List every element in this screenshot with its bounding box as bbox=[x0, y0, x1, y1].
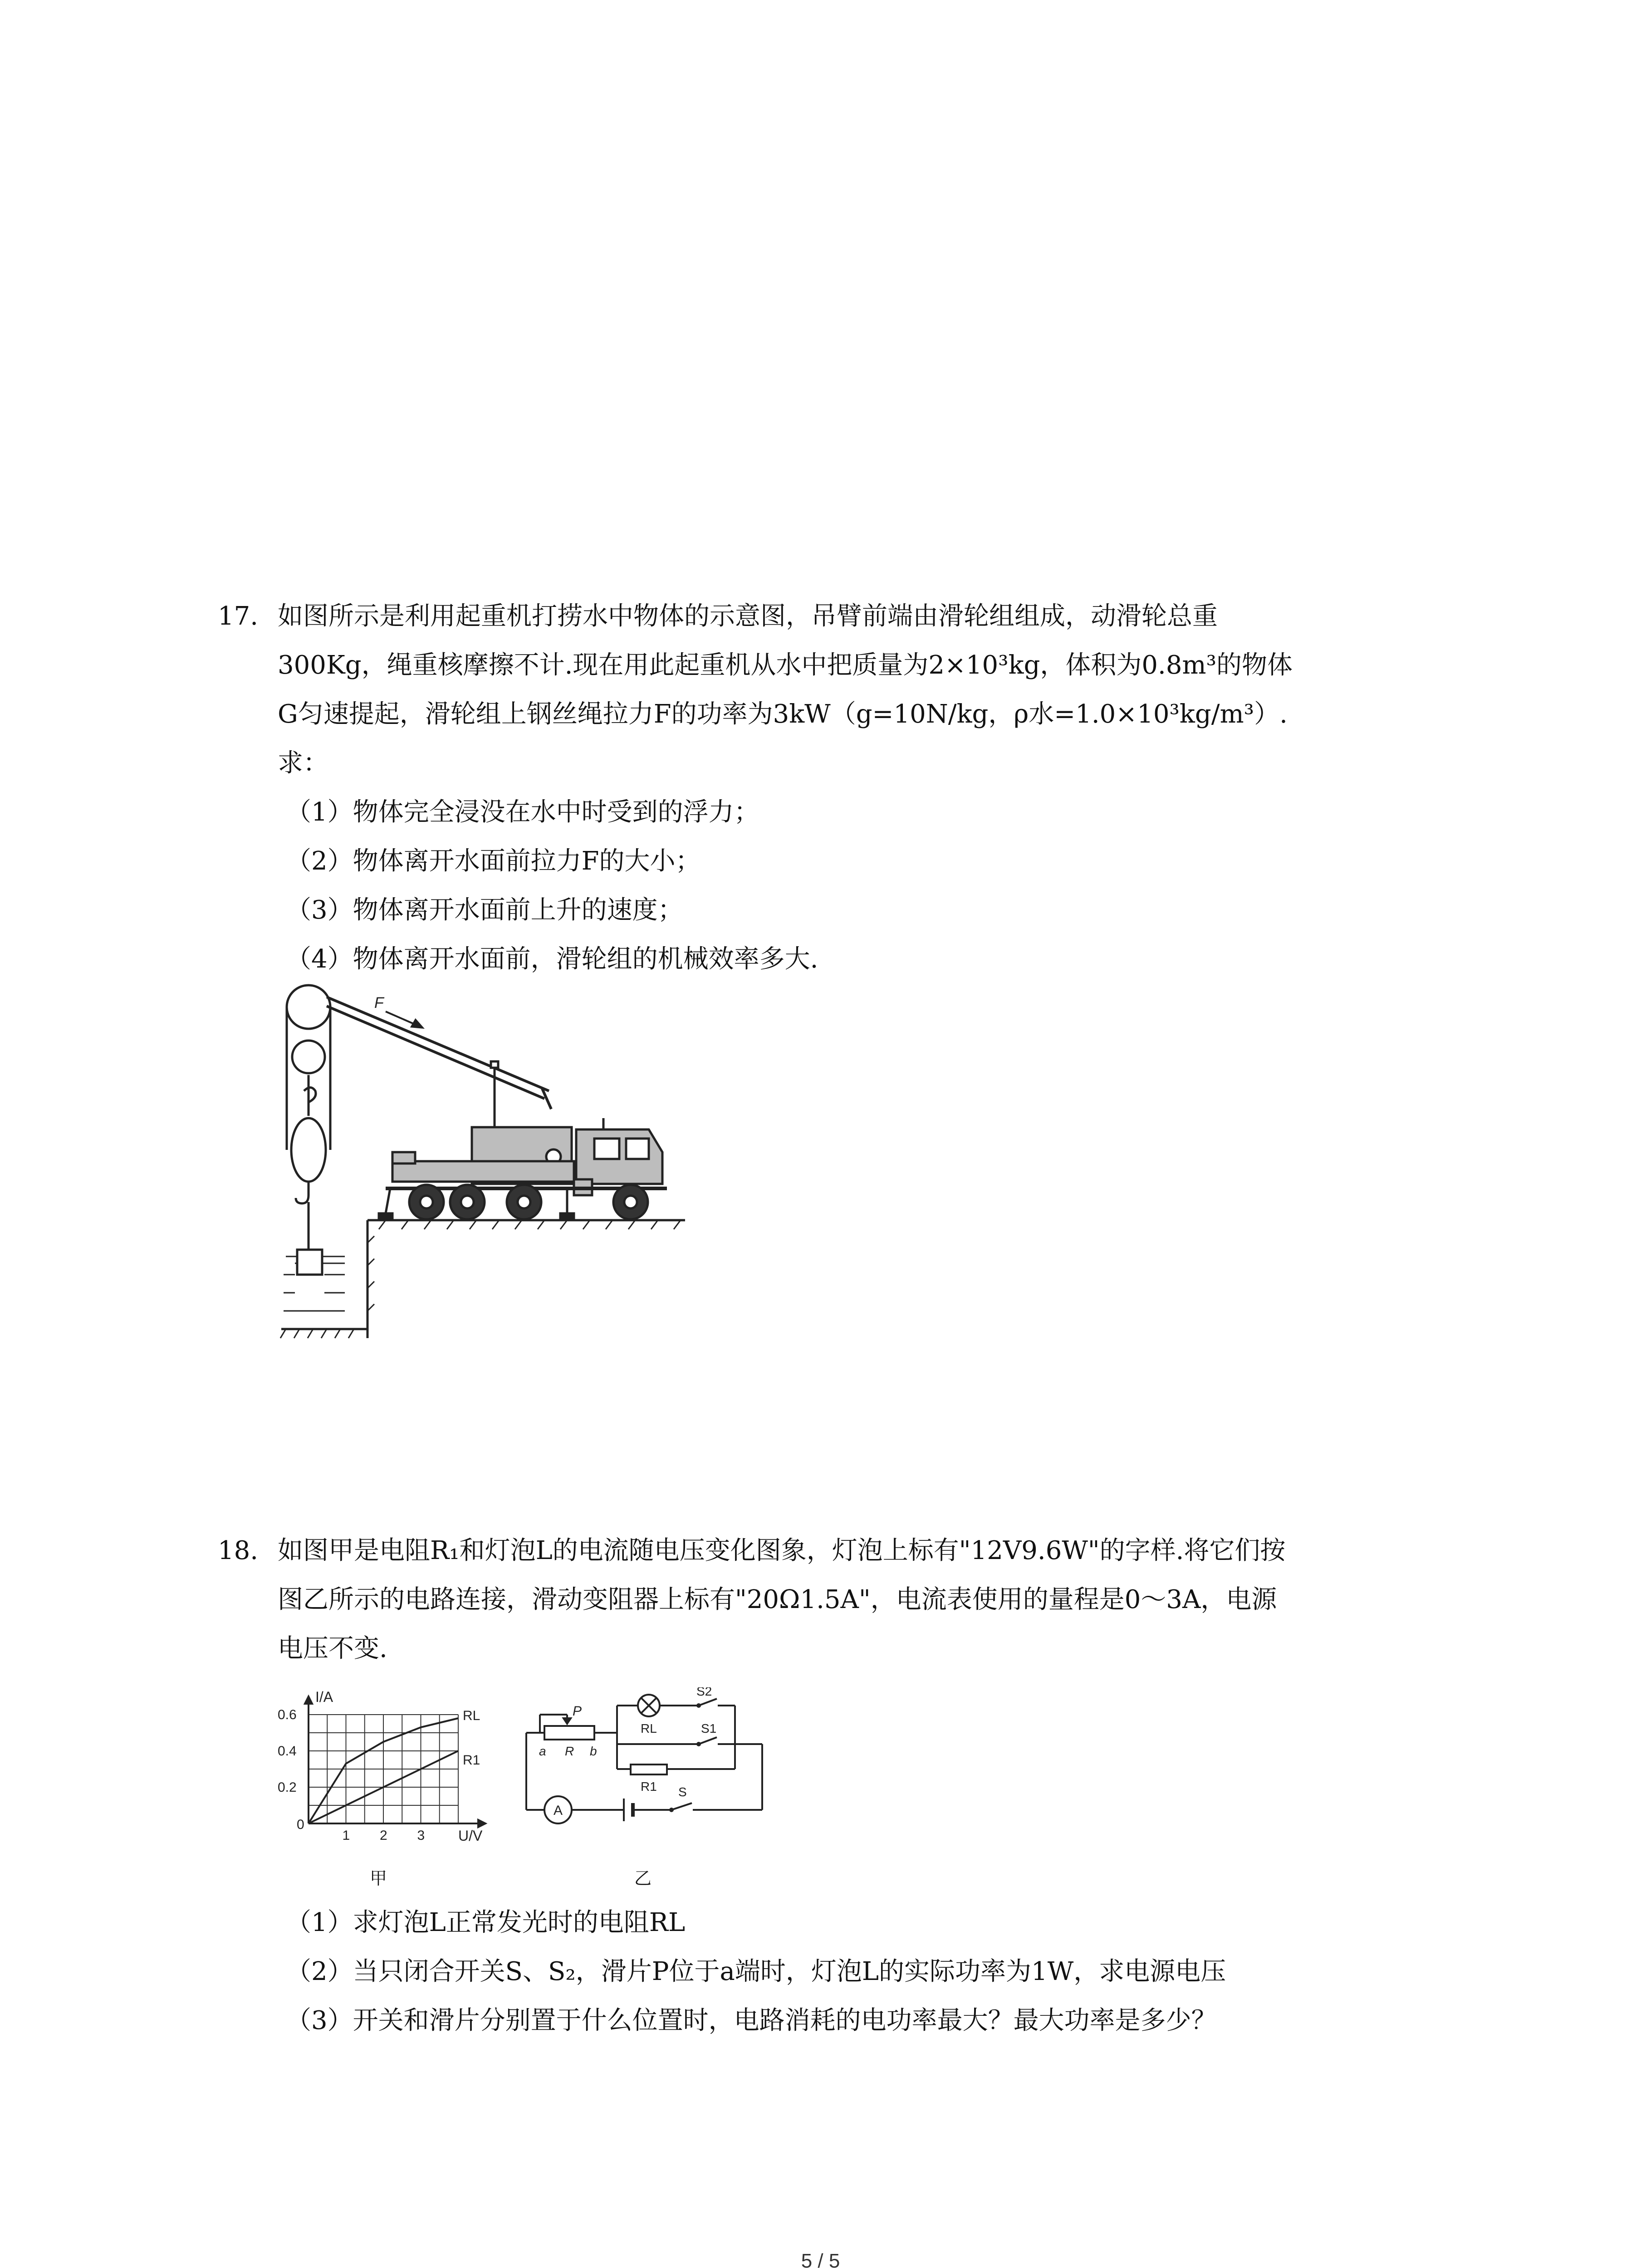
question-17-line-2: 300Kg，绳重核摩擦不计.现在用此起重机从水中把质量为2×10³kg，体积为0.8m³的物体 bbox=[278, 650, 1293, 680]
x-tick-label: 2 bbox=[380, 1828, 387, 1842]
label-s1: S1 bbox=[701, 1721, 717, 1735]
y-axis-label: I/A bbox=[315, 1689, 333, 1705]
force-label: F bbox=[374, 994, 384, 1012]
circuit-caption: 乙 bbox=[634, 1868, 652, 1888]
question-17-line-1: 如图所示是利用起重机打捞水中物体的示意图，吊臂前端由滑轮组组成，动滑轮总重 bbox=[278, 601, 1218, 631]
circuit-diagram bbox=[522, 1687, 776, 1851]
label-rl: RL bbox=[641, 1721, 657, 1735]
moving-pulley bbox=[291, 1118, 326, 1182]
middle-pulley bbox=[292, 1041, 325, 1073]
question-17-line-3: G匀速提起，滑轮组上钢丝绳拉力F的功率为3kW（g=10N/kg，ρ水=1.0×10³kg/m³）. bbox=[278, 699, 1288, 729]
x-tick-label: 1 bbox=[342, 1828, 350, 1842]
label-a: a bbox=[539, 1744, 546, 1758]
iv-graph bbox=[277, 1687, 504, 1842]
question-17-sub-2: （2）物体离开水面前拉力F的大小； bbox=[286, 846, 701, 876]
graph-caption: 甲 bbox=[370, 1868, 387, 1888]
question-18-number: 18. bbox=[218, 1536, 259, 1565]
crane-figure bbox=[277, 980, 703, 1343]
question-18-subs bbox=[218, 1898, 1443, 2045]
question-17-line-4: 求： bbox=[278, 748, 328, 778]
y-tick-label: 0.4 bbox=[278, 1744, 297, 1759]
question-18-sub-1: （1）求灯泡L正常发光时的电阻RL bbox=[286, 1908, 686, 1937]
question-18-line-1: 如图甲是电阻R₁和灯泡L的电流随电压变化图象，灯泡上标有"12V9.6W"的字样.将它们按 bbox=[278, 1536, 1286, 1565]
graph-grid bbox=[309, 1715, 458, 1823]
label-r: R bbox=[565, 1744, 574, 1758]
top-pulley bbox=[287, 985, 330, 1029]
submerged-object bbox=[297, 1250, 322, 1275]
question-17 bbox=[218, 592, 1443, 984]
question-18-sub-2: （2）当只闭合开关S、S₂，滑片P位于a端时，灯泡L的实际功率为1W，求电源电压 bbox=[286, 1957, 1226, 1986]
x-tick-label: 3 bbox=[417, 1828, 425, 1842]
curve-label-rl: RL bbox=[463, 1708, 480, 1723]
label-b: b bbox=[590, 1744, 597, 1758]
question-17-sub-1: （1）物体完全浸没在水中时受到的浮力； bbox=[286, 797, 759, 827]
y-tick-label: 0.6 bbox=[278, 1707, 297, 1722]
label-s: S bbox=[678, 1785, 687, 1799]
curve-label-r1: R1 bbox=[463, 1753, 480, 1768]
question-17-sub-3: （3）物体离开水面前上升的速度； bbox=[286, 895, 683, 925]
label-s2: S2 bbox=[696, 1687, 712, 1698]
label-a-meter: A bbox=[554, 1803, 563, 1818]
question-18-line-3: 电压不变. bbox=[278, 1634, 387, 1663]
question-18 bbox=[218, 1526, 1443, 1673]
origin-label: 0 bbox=[297, 1817, 304, 1832]
rheostat bbox=[544, 1726, 594, 1740]
y-tick-label: 0.2 bbox=[278, 1780, 297, 1795]
question-17-number: 17. bbox=[218, 601, 259, 631]
resistor-r1 bbox=[631, 1765, 667, 1774]
question-18-sub-3: （3）开关和滑片分别置于什么位置时，电路消耗的电功率最大？最大功率是多少？ bbox=[286, 2006, 1217, 2035]
question-17-sub-4: （4）物体离开水面前，滑轮组的机械效率多大. bbox=[286, 944, 818, 974]
label-r1: R1 bbox=[641, 1779, 657, 1794]
page-number: 5 / 5 bbox=[801, 2250, 840, 2268]
x-axis-label: U/V bbox=[458, 1828, 483, 1842]
label-p: P bbox=[573, 1704, 582, 1719]
question-18-line-2: 图乙所示的电路连接，滑动变阻器上标有"20Ω1.5A"，电流表使用的量程是0～3A，电源 bbox=[278, 1585, 1277, 1614]
truck-bed bbox=[392, 1161, 574, 1182]
